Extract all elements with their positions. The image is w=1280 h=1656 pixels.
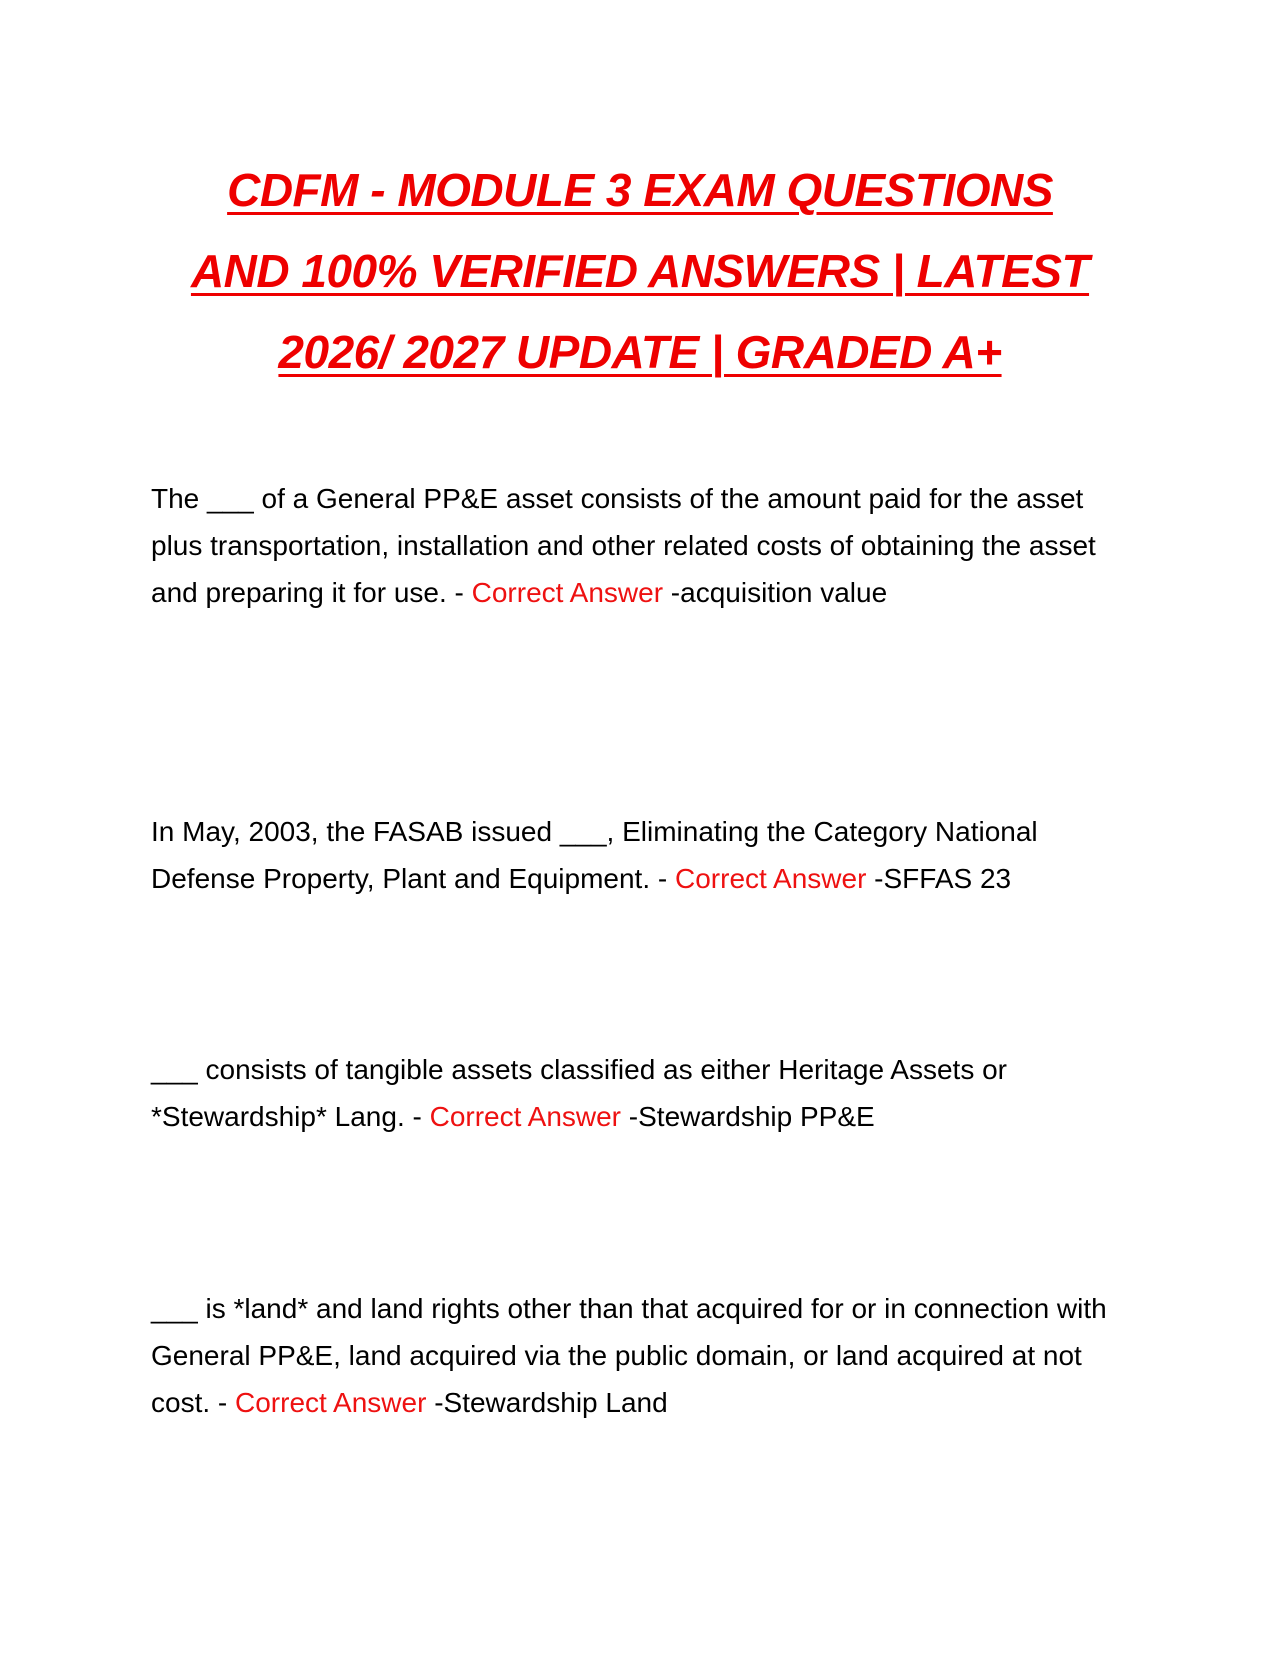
qa-item-3 xyxy=(151,1046,1131,1140)
qa-item-4 xyxy=(151,1285,1131,1426)
qa-item-1 xyxy=(151,475,1131,616)
correct-answer-label: Correct Answer xyxy=(471,577,664,608)
title-line-2: AND 100% VERIFIED ANSWERS | LATEST xyxy=(190,245,1090,297)
title-line-3: 2026/ 2027 UPDATE | GRADED A+ xyxy=(278,326,1002,378)
answer-text: -acquisition value xyxy=(663,577,888,608)
correct-answer-label: Correct Answer xyxy=(675,863,867,894)
question-text: In May, 2003, the FASAB issued ___, Eliminating the Category National Defense Property, Plant and Equipment. - xyxy=(151,816,1038,894)
title-line-1: CDFM - MODULE 3 EXAM QUESTIONS xyxy=(227,164,1053,216)
correct-answer-label: Correct Answer xyxy=(235,1387,427,1418)
qa-item-2 xyxy=(151,808,1131,902)
answer-text: -Stewardship PP&E xyxy=(621,1101,875,1132)
document-title xyxy=(120,150,1160,393)
question-text: ___ consists of tangible assets classified as either Heritage Assets or *Stewardship* Lang. - xyxy=(151,1054,1007,1132)
answer-text: -SFFAS 23 xyxy=(866,863,1012,894)
correct-answer-label: Correct Answer xyxy=(429,1101,622,1132)
answer-text: -Stewardship Land xyxy=(426,1387,668,1418)
question-text: The ___ of a General PP&E asset consists of the amount paid for the asset plus transportation, installation and other related costs of obtaining the asset and preparing it for use. - xyxy=(151,483,1096,608)
question-text: ___ is *land* and land rights other than that acquired for or in connection with General PP&E, land acquired via the public domain, or land acquired at not cost. - xyxy=(151,1293,1107,1418)
